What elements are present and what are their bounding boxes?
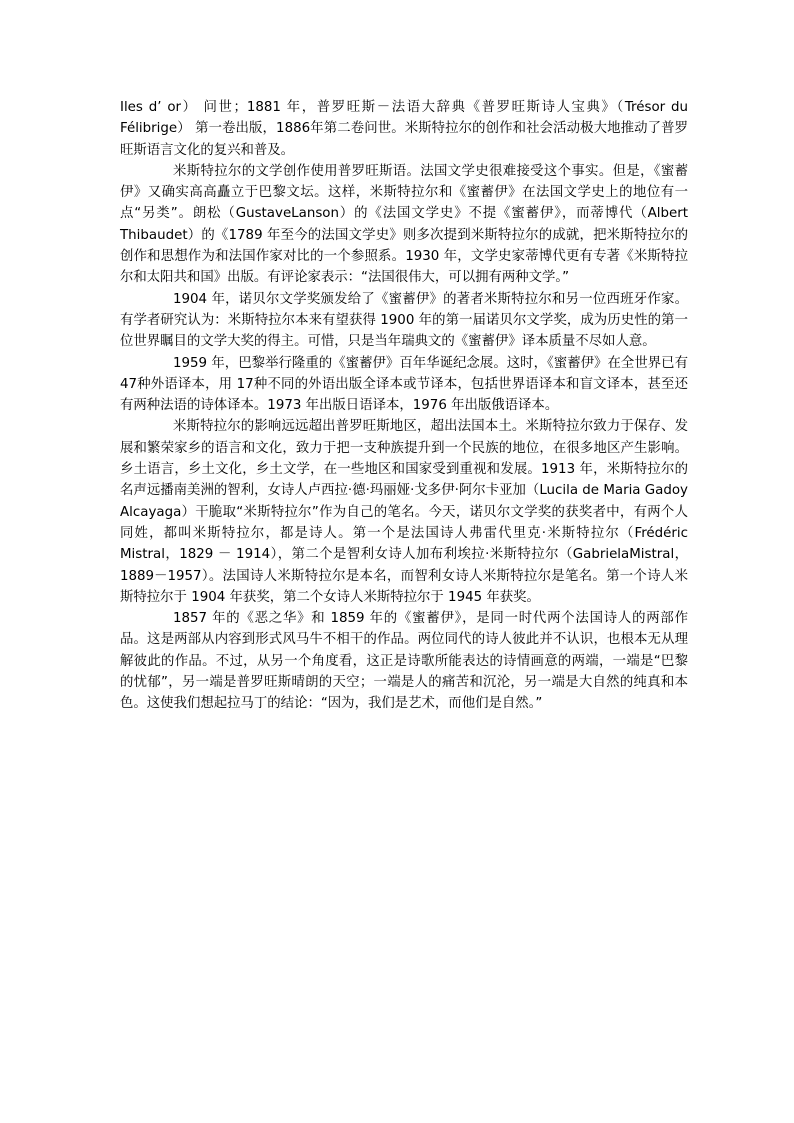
paragraph-continuation: Iles d’ or） 问世；1881 年，普罗旺斯－法语大辞典《普罗旺斯诗人宝典》（Trésor du Félibrige） 第一卷出版，1886年第二卷问世。米斯特拉尔的创作和社会活动极大地推动了普罗旺斯语言文化的复兴和普及。 — [120, 100, 688, 158]
body-text — [120, 97, 688, 715]
paragraph-nobel-1904: 1904 年，诺贝尔文学奖颁发给了《蜜蓄伊》的著者米斯特拉尔和另一位西班牙作家。有学者研究认为：米斯特拉尔本来有望获得 1900 年的第一届诺贝尔文学奖，成为历史性的第一位世界瞩目的文学大奖的得主。可惜，只是当年瑞典文的《蜜蓄伊》译本质量不尽如人意。 — [120, 291, 688, 350]
paragraph-centenary-1959: 1959 年，巴黎举行隆重的《蜜蓄伊》百年华诞纪念展。这时，《蜜蓄伊》在全世界已有 47种外语译本，用 17种不同的外语出版全译本或节译本，包括世界语译本和盲文译本，甚至还有两种法语的诗体译本。1973 年出版日语译本，1976 年出版俄语译本。 — [120, 355, 688, 414]
paragraph-influence: 米斯特拉尔的影响远远超出普罗旺斯地区，超出法国本土。米斯特拉尔致力于保存、发展和繁荣家乡的语言和文化，致力于把一支种族提升到一个民族的地位，在很多地区产生影响。乡土语言，乡土文化，乡土文学，在一些地区和国家受到重视和发展。1913 年，米斯特拉尔的名声远播南美洲的智利，女诗人卢西拉·德·玛丽娅·戈多伊·阿尔卡亚加（Lucila de Maria Gadoy Alcayaga）干脆取“米斯特拉尔”作为自己的笔名。今天，诺贝尔文学奖的获奖者中，有两个人同姓，都叫米斯特拉尔，都是诗人。第一个是法国诗人弗雷代里克·米斯特拉尔（Frédéric Mistral，1829 － 1914），第二个是智利女诗人加布利埃拉·米斯特拉尔（GabrielaMistral，1889－1957）。法国诗人米斯特拉尔是本名，而智利女诗人米斯特拉尔是笔名。第一个诗人米斯特拉尔于 1904 年获奖，第二个女诗人米斯特拉尔于 1945 年获奖。 — [120, 419, 688, 605]
paragraph-literary-language: 米斯特拉尔的文学创作使用普罗旺斯语。法国文学史很难接受这个事实。但是，《蜜蓄伊》又确实高高矗立于巴黎文坛。这样，米斯特拉尔和《蜜蓄伊》在法国文学史上的地位有一点“另类”。朗松（GustaveLanson）的《法国文学史》不提《蜜蓄伊》，而蒂博代（Albert Thibaudet）的《1789 年至今的法国文学史》则多次提到米斯特拉尔的成就，把米斯特拉尔的创作和思想作为和法国作家对比的一个参照系。1930 年，文学史家蒂博代更有专著《米斯特拉尔和太阳共和国》出版。有评论家表示：“法国很伟大，可以拥有两种文学。” — [120, 163, 688, 286]
paragraph-comparison: 1857 年的《恶之华》和 1859 年的《蜜蓄伊》，是同一时代两个法国诗人的两部作品。这是两部从内容到形式风马牛不相干的作品。两位同代的诗人彼此并不认识，也根本无从理解彼此的作品。不过，从另一个角度看，这正是诗歌所能表达的诗情画意的两端，一端是“巴黎的忧郁”，另一端是普罗旺斯晴朗的天空；一端是人的痛苦和沉沦，另一端是大自然的纯真和本色。这使我们想起拉马丁的结论：“因为，我们是艺术，而他们是自然。” — [120, 611, 688, 712]
